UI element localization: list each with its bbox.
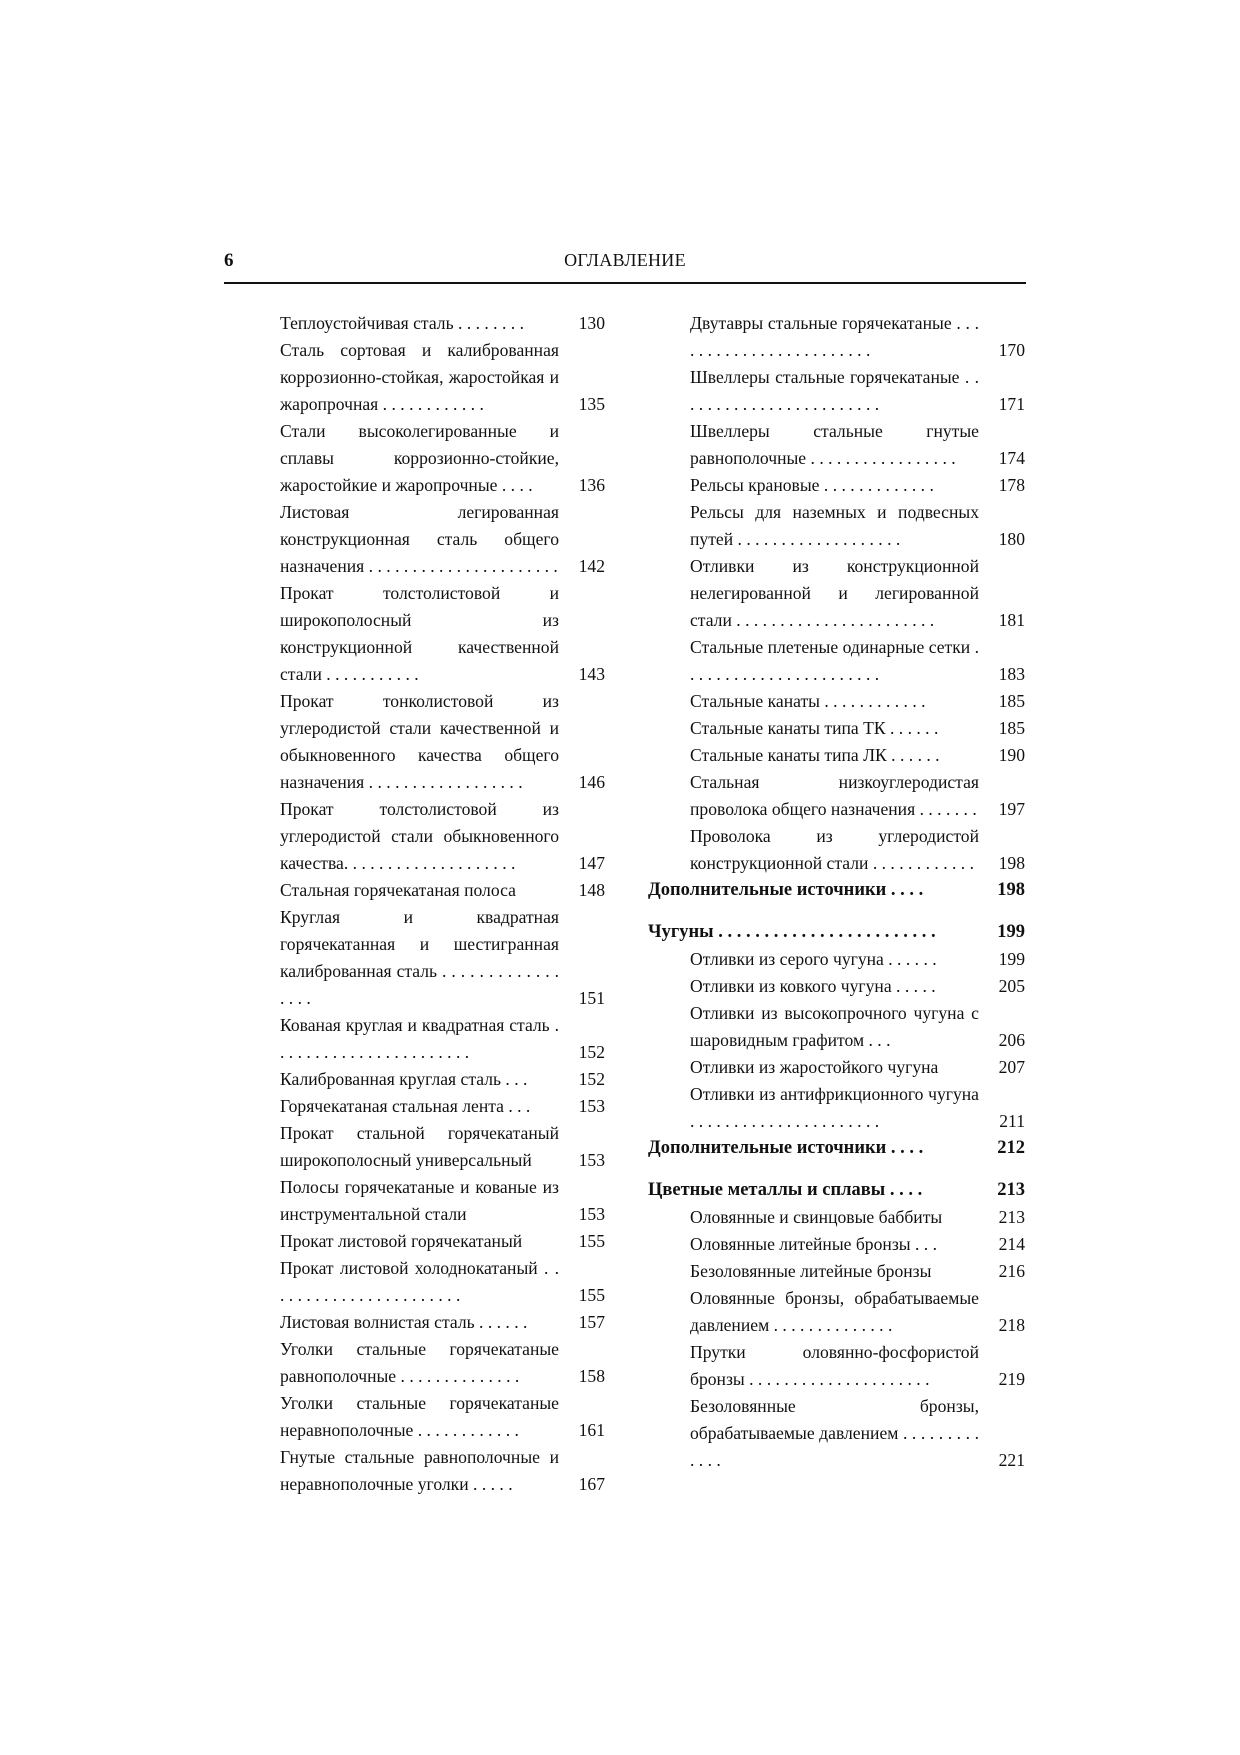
toc-entry-title: Рельсы крановые . . . . . . . . . . . . . [690, 475, 934, 495]
toc-entry [648, 823, 1025, 877]
toc-entry-title: Сталь сортовая и калиброванная коррозионно-стойкая, жаростойкая и жаропрочная . . . . . . . . . . . . [280, 340, 559, 414]
toc-entry-page: 219 [998, 1369, 1025, 1389]
toc-entry [280, 1444, 605, 1498]
toc-entry [648, 310, 1025, 364]
toc-entry-page: 152 [578, 1069, 605, 1089]
toc-entry [648, 946, 1025, 973]
toc-entry [648, 418, 1025, 472]
toc-entry-title: Прокат листовой горячекатаный [280, 1231, 523, 1251]
toc-entry [648, 1339, 1025, 1393]
toc-entry-title: Чугуны . . . . . . . . . . . . . . . . . . . . . . . . [648, 922, 936, 942]
toc-entry-title: Отливки из серого чугуна . . . . . . [690, 949, 937, 969]
toc-entry [648, 1000, 1025, 1054]
toc-entry [648, 742, 1025, 769]
toc-entry-title: Безоловянные литейные бронзы [690, 1261, 932, 1281]
toc-entry-page: 147 [578, 853, 605, 873]
toc-entry-page: 183 [998, 664, 1025, 684]
toc-entry-title: Оловянные и свинцовые баббиты [690, 1207, 943, 1227]
toc-entry-title: Горячекатаная стальная лента . . . [280, 1096, 531, 1116]
toc-entry-page: 205 [998, 976, 1025, 996]
toc-entry-page: 153 [578, 1096, 605, 1116]
toc-section-entry [648, 1135, 1025, 1162]
toc-entry [280, 1390, 605, 1444]
toc-entry-page: 136 [578, 475, 605, 495]
toc-entry-title: Стальные канаты . . . . . . . . . . . . [690, 691, 926, 711]
toc-entry-page: 170 [998, 340, 1025, 360]
toc-entry-title: Прокат стальной горячекатаный широкополосный универсальный [280, 1123, 559, 1170]
toc-entry-title: Стальные плетеные одинарные сетки . . . . . . . . . . . . . . . . . . . . . . . [690, 637, 979, 684]
toc-entry [280, 310, 605, 337]
toc-entry [280, 580, 605, 688]
toc-entry-page: 143 [578, 664, 605, 684]
toc-entry-title: Рельсы для наземных и подвесных путей . . . . . . . . . . . . . . . . . . . [690, 502, 979, 549]
toc-entry [280, 1255, 605, 1309]
toc-entry-title: Круглая и квадратная горячекатанная и шестигранная калиброванная сталь . . . . . . . . . . . . . . . . . [280, 907, 559, 1008]
toc-entry [280, 499, 605, 580]
toc-entry-page: 211 [999, 1111, 1025, 1131]
header-rule [224, 282, 1026, 284]
toc-entry [648, 499, 1025, 553]
toc-entry-title: Гнутые стальные равнополочные и неравнополочные уголки . . . . . [280, 1447, 559, 1494]
toc-entry-title: Прокат толстолистовой из углеродистой стали обыкновенного качества. . . . . . . . . . . . . . . . . . . . [280, 799, 559, 873]
toc-entry [648, 364, 1025, 418]
toc-entry-page: 198 [998, 853, 1025, 873]
toc-entry-page: 157 [578, 1312, 605, 1332]
toc-entry [280, 418, 605, 499]
toc-entry-page: 199 [997, 922, 1025, 942]
toc-entry [280, 1093, 605, 1120]
toc-entry-page: 130 [578, 313, 605, 333]
toc-entry-title: Полосы горячекатаные и кованые из инструментальной стали [280, 1177, 559, 1224]
toc-entry [648, 1393, 1025, 1474]
toc-entry-page: 153 [578, 1150, 605, 1170]
toc-entry-page: 180 [998, 529, 1025, 549]
toc-entry-page: 216 [998, 1261, 1025, 1281]
toc-entry-title: Теплоустойчивая сталь . . . . . . . . [280, 313, 524, 333]
toc-entry-title: Прокат листовой холоднокатаный . . . . . . . . . . . . . . . . . . . . . . . [280, 1258, 559, 1305]
toc-entry-title: Уголки стальные горячекатаные неравнополочные . . . . . . . . . . . . [280, 1393, 559, 1440]
toc-entry-title: Безоловянные бронзы, обрабатываемые давлением . . . . . . . . . . . . . [690, 1396, 979, 1470]
toc-entry-page: 185 [998, 691, 1025, 711]
toc-entry [648, 973, 1025, 1000]
toc-entry [280, 1228, 605, 1255]
toc-left-column [280, 310, 605, 1498]
toc-entry [648, 553, 1025, 634]
toc-entry [280, 1012, 605, 1066]
toc-entry [280, 337, 605, 418]
toc-entry-page: 153 [578, 1204, 605, 1224]
toc-entry-page: 155 [578, 1285, 605, 1305]
toc-entry-title: Швеллеры стальные гнутые равнополочные . . . . . . . . . . . . . . . . . [690, 421, 979, 468]
toc-entry-page: 155 [578, 1231, 605, 1251]
running-title: ОГЛАВЛЕНИЕ [564, 250, 686, 270]
toc-entry [648, 1204, 1025, 1231]
toc-entry-page: 212 [997, 1138, 1025, 1158]
toc-entry-title: Листовая легированная конструкционная сталь общего назначения . . . . . . . . . . . . . . . . . . . . . . [280, 502, 559, 576]
toc-entry [648, 1081, 1025, 1135]
toc-entry [280, 877, 605, 904]
page-number: 6 [224, 250, 234, 271]
toc-entry [280, 1174, 605, 1228]
toc-entry-page: 207 [998, 1057, 1025, 1077]
toc-entry-page: 148 [578, 880, 605, 900]
toc-entry-title: Отливки из ковкого чугуна . . . . . [690, 976, 936, 996]
toc-section-entry [648, 919, 1025, 946]
page-header [224, 246, 1026, 282]
toc-entry-page: 221 [998, 1450, 1025, 1470]
toc-entry-title: Проволока из углеродистой конструкционной стали . . . . . . . . . . . . [690, 826, 979, 873]
toc-entry [648, 769, 1025, 823]
toc-entry [280, 1120, 605, 1174]
toc-entry-title: Уголки стальные горячекатаные равнополочные . . . . . . . . . . . . . . [280, 1339, 559, 1386]
toc-entry-page: 213 [998, 1207, 1025, 1227]
toc-entry-title: Листовая волнистая сталь . . . . . . [280, 1312, 528, 1332]
toc-right-column [648, 310, 1025, 1474]
toc-entry-title: Стали высоколегированные и сплавы коррозионно-стойкие, жаростойкие и жаропрочные . . . . [280, 421, 559, 495]
toc-entry-title: Прокат тонколистовой из углеродистой стали качественной и обыкновенного качества общего назначения . . . . . . . . . . . . . . . . . . [280, 691, 559, 792]
toc-entry-page: 218 [998, 1315, 1025, 1335]
toc-entry-page: 167 [578, 1474, 605, 1494]
toc-entry-title: Отливки из жаростойкого чугуна [690, 1057, 939, 1077]
toc-entry-page: 181 [998, 610, 1025, 630]
toc-entry [280, 904, 605, 1012]
toc-entry [648, 715, 1025, 742]
toc-entry-page: 206 [998, 1030, 1025, 1050]
toc-entry [648, 1285, 1025, 1339]
toc-entry-title: Двутавры стальные горячекатаные . . . . . . . . . . . . . . . . . . . . . . . . [690, 313, 979, 360]
toc-entry-title: Оловянные литейные бронзы . . . [690, 1234, 937, 1254]
toc-entry-page: 199 [998, 949, 1025, 969]
toc-entry-page: 151 [578, 988, 605, 1008]
toc-entry-title: Стальная низкоуглеродистая проволока общего назначения . . . . . . . [690, 772, 979, 819]
toc-entry [648, 1231, 1025, 1258]
toc-section-entry [648, 877, 1025, 904]
toc-entry-page: 178 [998, 475, 1025, 495]
toc-entry-page: 185 [998, 718, 1025, 738]
toc-entry-page: 171 [998, 394, 1025, 414]
toc-entry [648, 472, 1025, 499]
toc-entry-page: 158 [578, 1366, 605, 1386]
toc-entry-page: 161 [578, 1420, 605, 1440]
toc-entry-title: Дополнительные источники . . . . [648, 1138, 924, 1158]
toc-entry-page: 142 [578, 556, 605, 576]
toc-entry-page: 135 [578, 394, 605, 414]
toc-entry-title: Отливки из высокопрочного чугуна с шаровидным графитом . . . [690, 1003, 979, 1050]
toc-entry-page: 152 [578, 1042, 605, 1062]
toc-entry [280, 1309, 605, 1336]
toc-entry-page: 146 [578, 772, 605, 792]
toc-entry-page: 174 [998, 448, 1025, 468]
toc-entry-page: 213 [997, 1180, 1025, 1200]
toc-entry-title: Прокат толстолистовой и широкополосный из конструкционной качественной стали . . . . . . . . . . . [280, 583, 559, 684]
toc-entry-page: 197 [998, 799, 1025, 819]
toc-entry-title: Прутки оловянно-фосфористой бронзы . . . . . . . . . . . . . . . . . . . . . [690, 1342, 979, 1389]
toc-entry-page: 190 [998, 745, 1025, 765]
toc-entry-title: Швеллеры стальные горячекатаные . . . . . . . . . . . . . . . . . . . . . . . . [690, 367, 979, 414]
toc-entry [648, 688, 1025, 715]
toc-entry [280, 796, 605, 877]
toc-entry-page: 198 [997, 880, 1025, 900]
toc-entry-title: Стальные канаты типа ТК . . . . . . [690, 718, 939, 738]
toc-entry [280, 1066, 605, 1093]
toc-entry-title: Стальная горячекатаная полоса [280, 880, 516, 900]
toc-entry-title: Калиброванная круглая сталь . . . [280, 1069, 528, 1089]
toc-entry [280, 1336, 605, 1390]
toc-entry-title: Цветные металлы и сплавы . . . . [648, 1180, 923, 1200]
toc-entry [648, 1054, 1025, 1081]
toc-entry-title: Кованая круглая и квадратная сталь . . . . . . . . . . . . . . . . . . . . . . . [280, 1015, 559, 1062]
toc-entry [648, 1258, 1025, 1285]
toc-entry-title: Дополнительные источники . . . . [648, 880, 924, 900]
toc-entry-title: Отливки из конструкционной нелегированной и легированной стали . . . . . . . . . . . . . . . . . . . . . . . [690, 556, 979, 630]
toc-entry [648, 634, 1025, 688]
toc-entry-title: Стальные канаты типа ЛК . . . . . . [690, 745, 940, 765]
toc-entry [280, 688, 605, 796]
toc-entry-page: 214 [998, 1234, 1025, 1254]
toc-entry-title: Отливки из антифрикционного чугуна . . . . . . . . . . . . . . . . . . . . . . [690, 1084, 979, 1131]
toc-section-entry [648, 1177, 1025, 1204]
toc-entry-title: Оловянные бронзы, обрабатываемые давлением . . . . . . . . . . . . . . [690, 1288, 979, 1335]
